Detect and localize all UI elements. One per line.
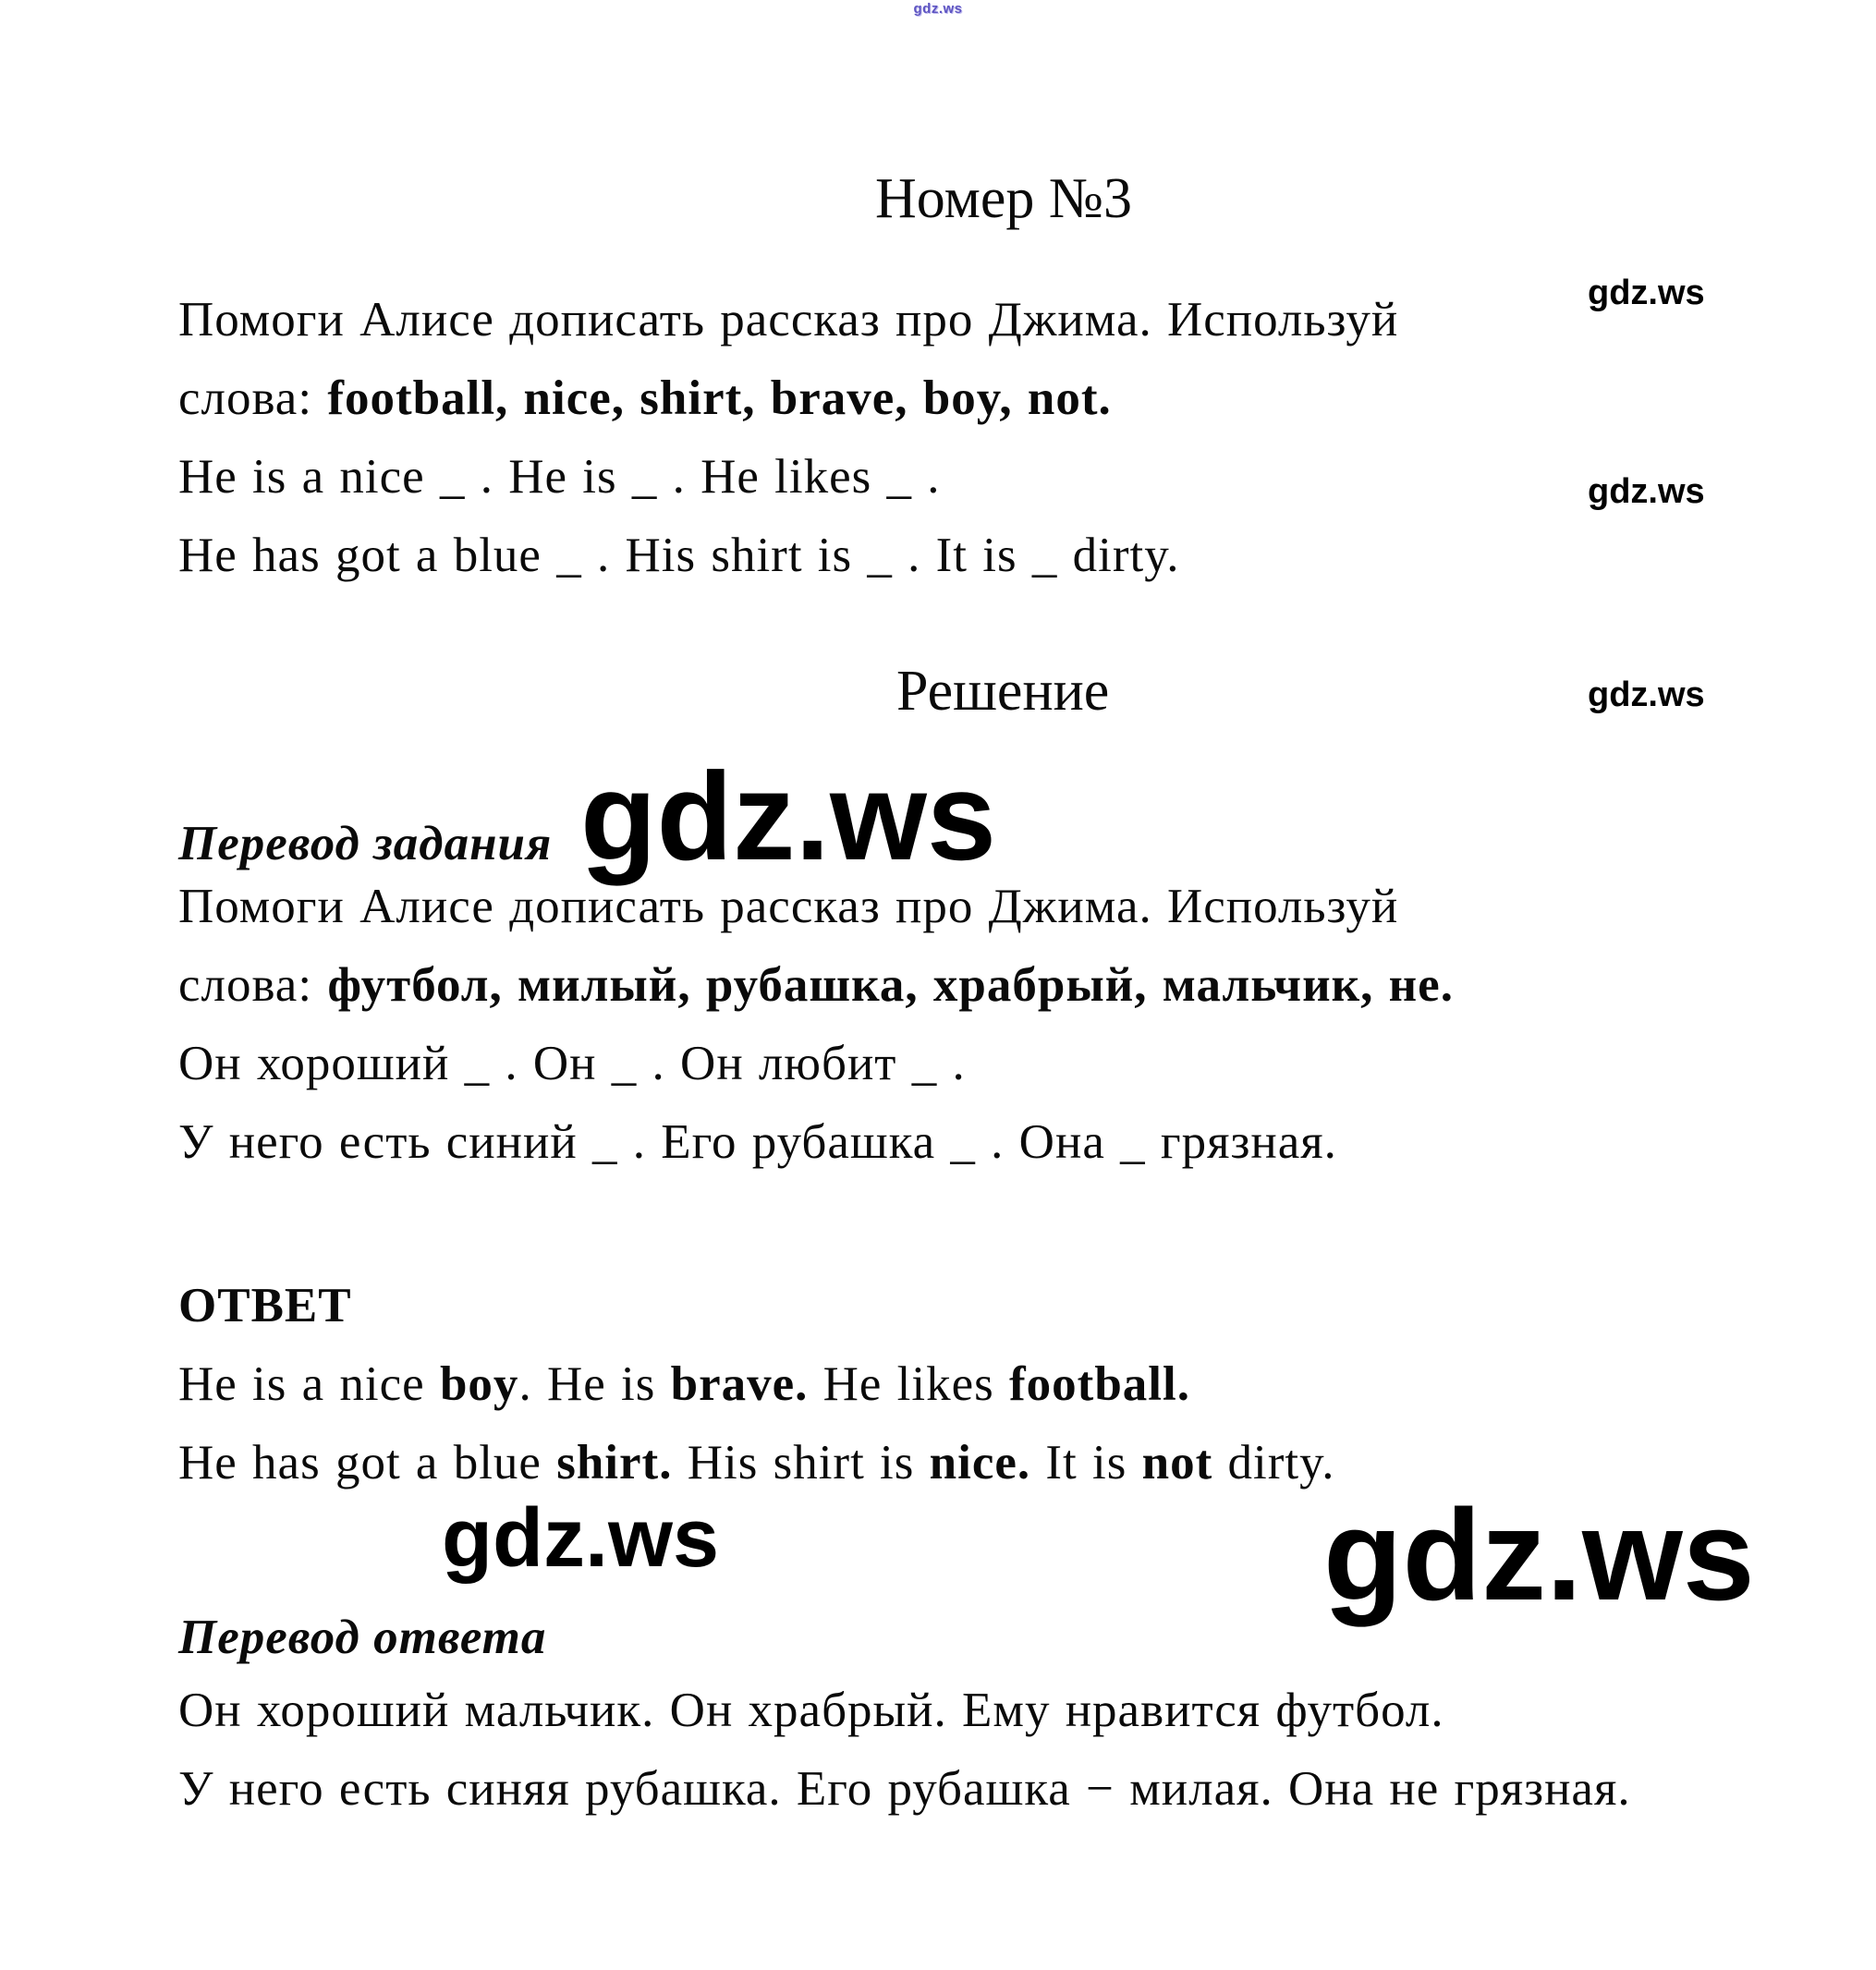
side-watermark-label: gdz.ws	[1588, 472, 1705, 511]
task-line: He is a nice _ . He is _ . He likes _ .	[178, 450, 941, 504]
answer-translation-text	[178, 1672, 1796, 1829]
watermark-mid-left: gdz.ws	[442, 1492, 720, 1585]
translation-line: Помоги Алисе дописать рассказ про Джима. Используй	[178, 880, 1399, 933]
task-text	[178, 281, 1796, 595]
translation-text	[178, 868, 1796, 1182]
answer-line: He has got a blue shirt. His shirt is nice. It is not dirty.	[178, 1436, 1335, 1490]
answer-heading: ОТВЕТ	[178, 1279, 352, 1332]
task-line: слова: football, nice, shirt, brave, boy, not.	[178, 371, 1112, 425]
solution-heading: Решение	[896, 660, 1110, 723]
side-watermark-label: gdz.ws	[1588, 675, 1705, 714]
answer-text	[178, 1267, 1796, 1502]
task-line: He has got a blue _ . His shirt is _ . It is _ dirty.	[178, 529, 1180, 582]
translation-heading: Перевод задания	[178, 817, 553, 870]
page-title: Номер №3	[875, 167, 1133, 230]
translation-line: слова: футбол, милый, рубашка, храбрый, мальчик, не.	[178, 958, 1454, 1012]
answer-translation-heading: Перевод ответа	[178, 1611, 547, 1664]
answer-translation-line: Он хороший мальчик. Он храбрый. Ему нравится футбол.	[178, 1684, 1444, 1737]
answer-translation-line: У него есть синяя рубашка. Его рубашка − милая. Она не грязная.	[178, 1762, 1631, 1816]
answer-line: He is a nice boy. He is brave. He likes football.	[178, 1357, 1191, 1411]
watermark-inline-large: gdz.ws	[580, 747, 997, 886]
translation-line: Он хороший _ . Он _ . Он любит _ .	[178, 1037, 966, 1090]
task-line: Помоги Алисе дописать рассказ про Джима. Используй	[178, 293, 1399, 347]
translation-line: У него есть синий _ . Его рубашка _ . Она _ грязная.	[178, 1115, 1337, 1169]
watermark-bottom-right: gdz.ws	[1323, 1482, 1755, 1627]
watermark-top: gdz.ws	[913, 1, 963, 17]
side-watermark-label: gdz.ws	[1588, 274, 1705, 312]
